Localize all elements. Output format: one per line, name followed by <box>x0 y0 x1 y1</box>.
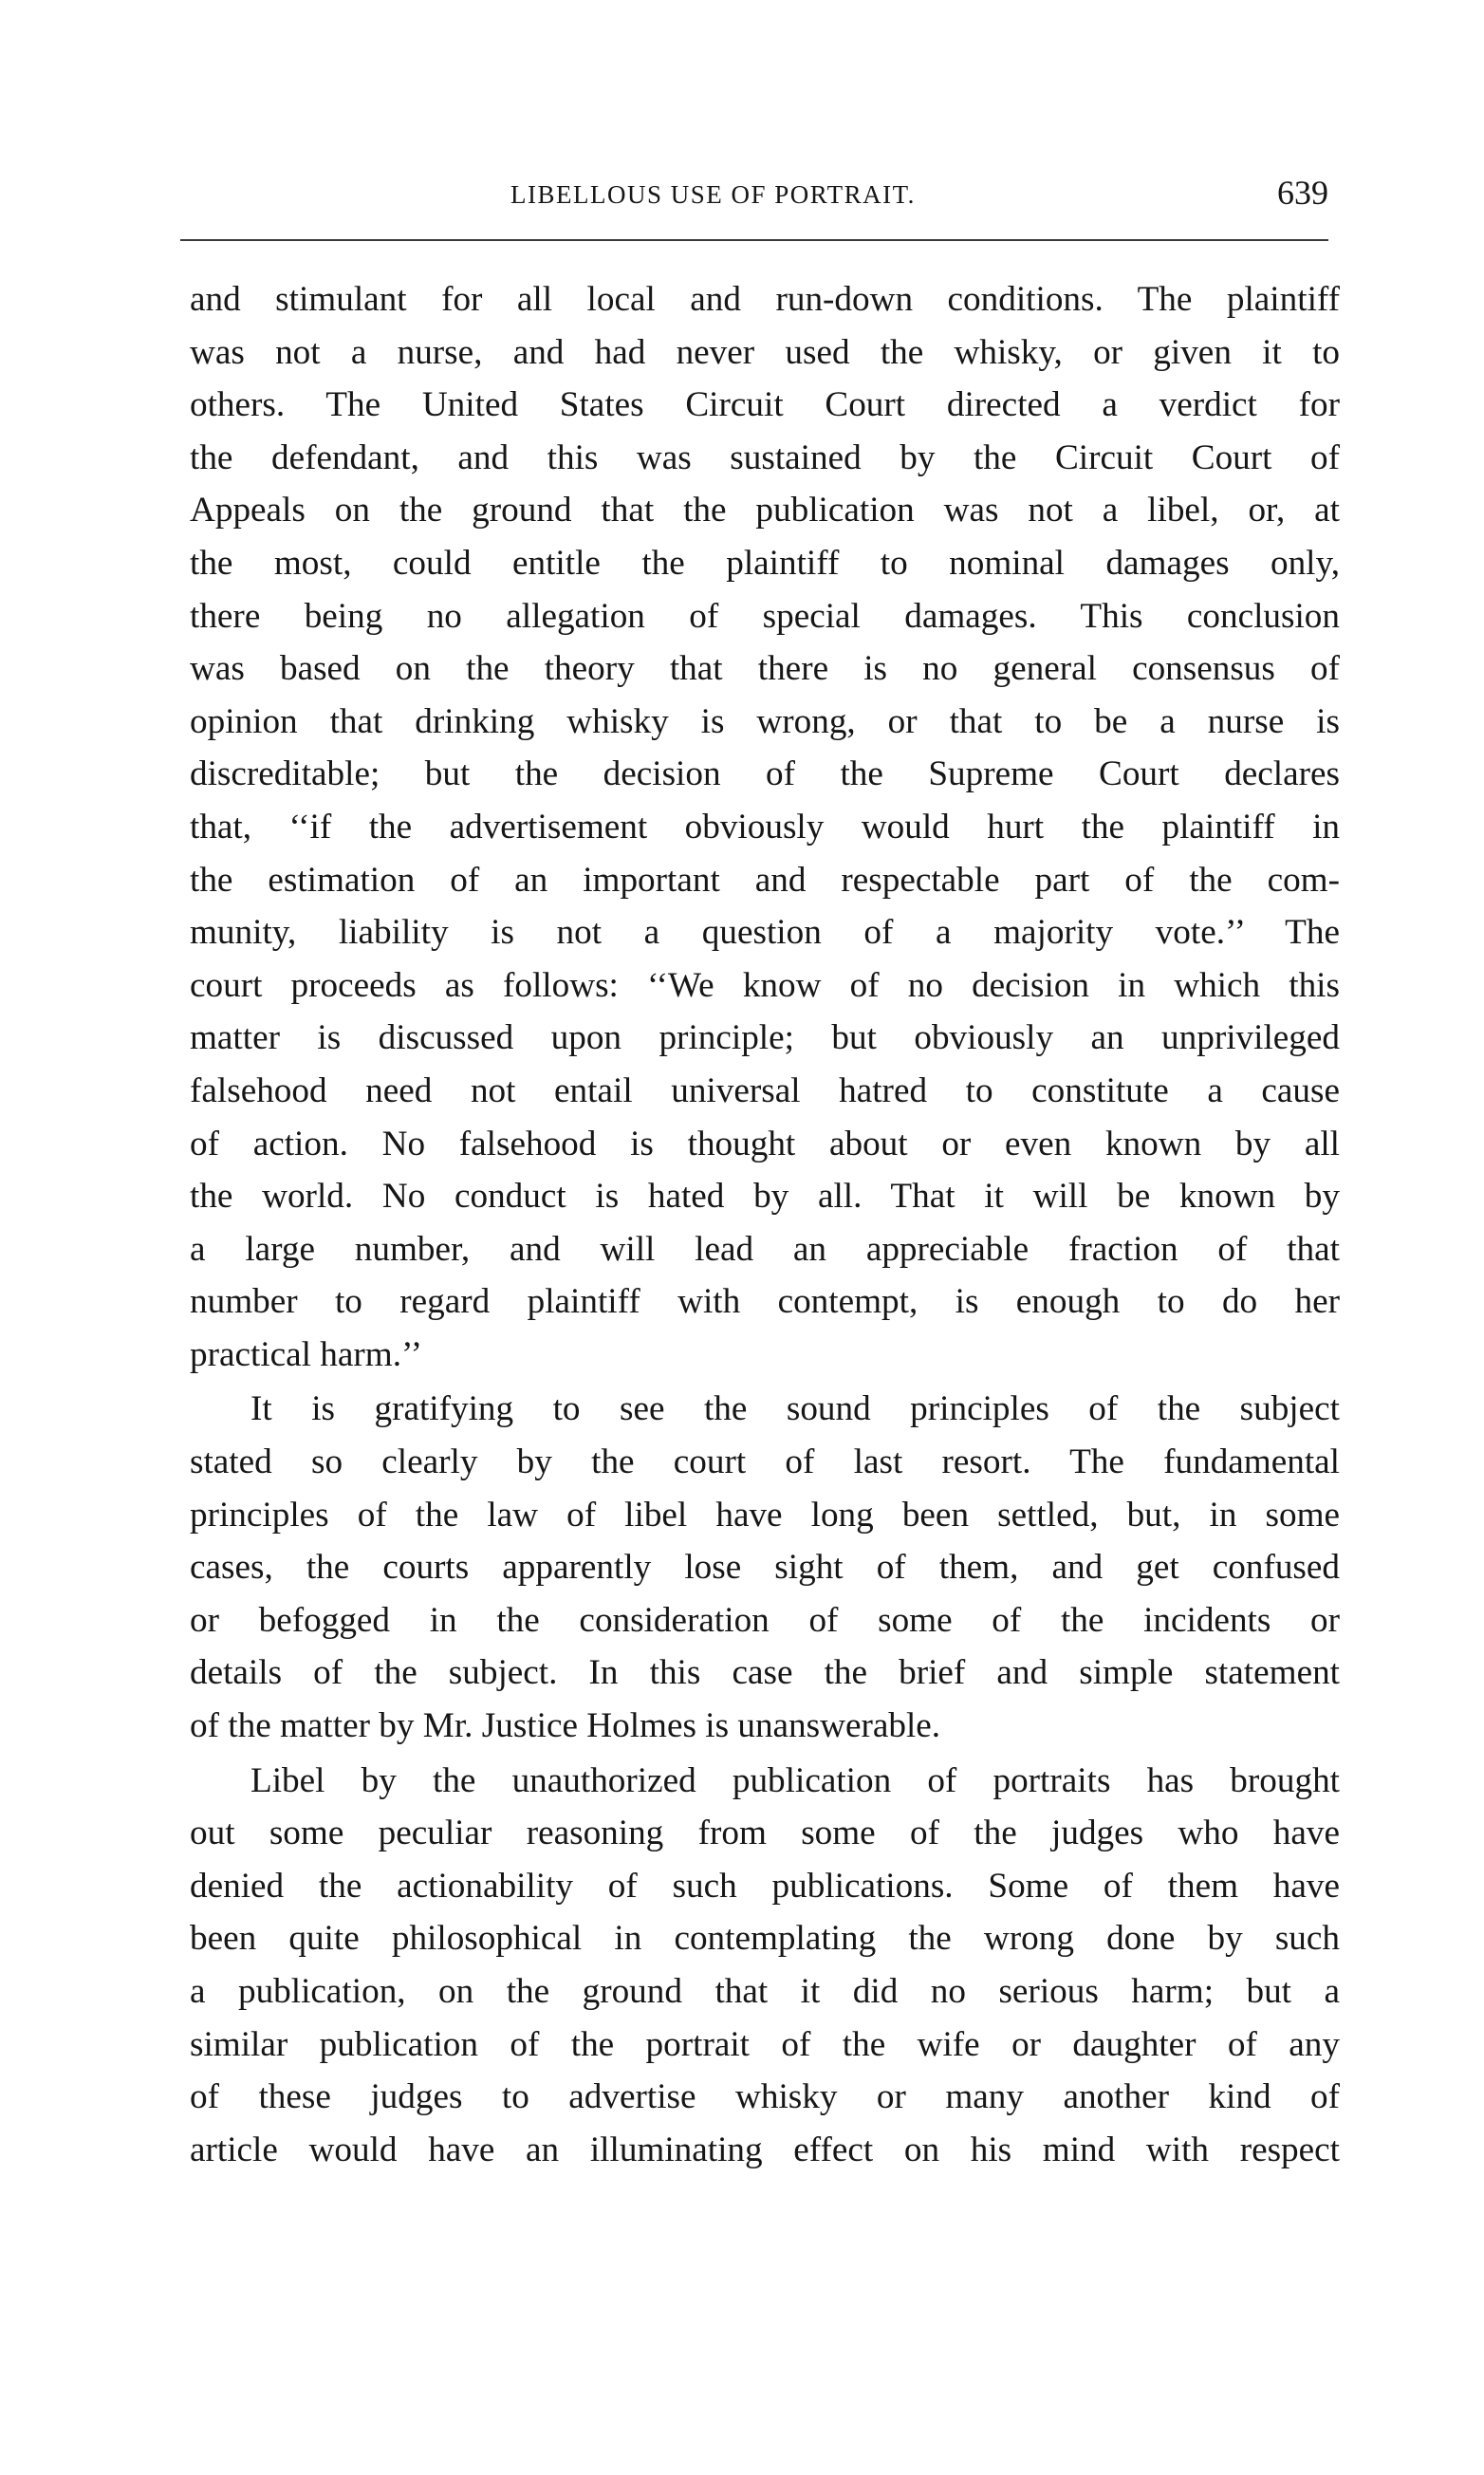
text-line: was based on the theory that there is no general consensus of <box>190 649 1340 689</box>
text-line: principles of the law of libel have long been settled, but, in some <box>190 1495 1340 1535</box>
text-line: been quite philosophical in contemplating the wrong done by such <box>190 1919 1340 1959</box>
text-line: a large number, and will lead an appreciable fraction of that <box>190 1229 1340 1269</box>
text-line: details of the subject. In this case the brief and simple statement <box>190 1653 1340 1693</box>
text-line: the most, could entitle the plaintiff to nominal damages only, <box>190 543 1340 583</box>
running-head <box>180 174 1328 224</box>
paragraph-1 <box>190 273 1340 1381</box>
text-line: a publication, on the ground that it did no serious harm; but a <box>190 1972 1340 2011</box>
text-line: practical harm.’’ <box>190 1334 423 1374</box>
text-line: the world. No conduct is hated by all. That it will be known by <box>190 1177 1340 1217</box>
text-line: stated so clearly by the court of last resort. The fundamental <box>190 1442 1340 1482</box>
text-line: the defendant, and this was sustained by the Circuit Court of <box>190 437 1340 477</box>
text-line: similar publication of the portrait of the wife or daughter of any <box>190 2024 1340 2064</box>
text-line: opinion that drinking whisky is wrong, or that to be a nurse is <box>190 701 1340 741</box>
text-line: discreditable; but the decision of the Supreme Court declares <box>190 754 1340 794</box>
text-line: number to regard plaintiff with contempt, is enough to do her <box>190 1282 1340 1322</box>
page-number: 639 <box>1277 174 1328 212</box>
text-line: It is gratifying to see the sound principles of the subject <box>250 1389 1340 1429</box>
header-rule <box>180 239 1328 241</box>
text-line: cases, the courts apparently lose sight of them, and get confused <box>190 1548 1340 1588</box>
text-line: others. The United States Circuit Court directed a verdict for <box>190 385 1340 425</box>
paragraph-3 <box>190 1755 1340 2177</box>
text-line: falsehood need not entail universal hatred to constitute a cause <box>190 1070 1340 1110</box>
text-line: of action. No falsehood is thought about or even known by all <box>190 1124 1340 1163</box>
text-line: matter is discussed upon principle; but obviously an unprivileged <box>190 1018 1340 1058</box>
text-line: was not a nurse, and had never used the whisky, or given it to <box>190 332 1340 372</box>
text-line: and stimulant for all local and run-down conditions. The plaintiff <box>190 280 1340 319</box>
text-line: munity, liability is not a question of a majority vote.’’ The <box>190 913 1340 953</box>
text-line: Appeals on the ground that the publication was not a libel, or, at <box>190 491 1340 530</box>
text-line: denied the actionability of such publications. Some of them have <box>190 1866 1340 1906</box>
text-line: of the matter by Mr. Justice Holmes is unanswerable. <box>190 1706 941 1746</box>
text-line: article would have an illuminating effect on his mind with respect <box>190 2130 1340 2169</box>
body-text <box>190 273 1340 2176</box>
paragraph-2 <box>190 1383 1340 1752</box>
text-line: that, ‘‘if the advertisement obviously would hurt the plaintiff in <box>190 807 1340 847</box>
text-line: there being no allegation of special damages. This conclusion <box>190 596 1340 636</box>
running-title: LIBELLOUS USE OF PORTRAIT. <box>510 180 916 209</box>
text-line: Libel by the unauthorized publication of portraits has brought <box>250 1760 1340 1800</box>
text-line: out some peculiar reasoning from some of the judges who have <box>190 1814 1340 1853</box>
text-line: court proceeds as follows: ‘‘We know of no decision in which this <box>190 965 1340 1005</box>
text-line: or befogged in the consideration of some of the incidents or <box>190 1600 1340 1640</box>
text-line: of these judges to advertise whisky or many another kind of <box>190 2077 1340 2117</box>
text-line: the estimation of an important and respectable part of the com- <box>190 860 1340 900</box>
